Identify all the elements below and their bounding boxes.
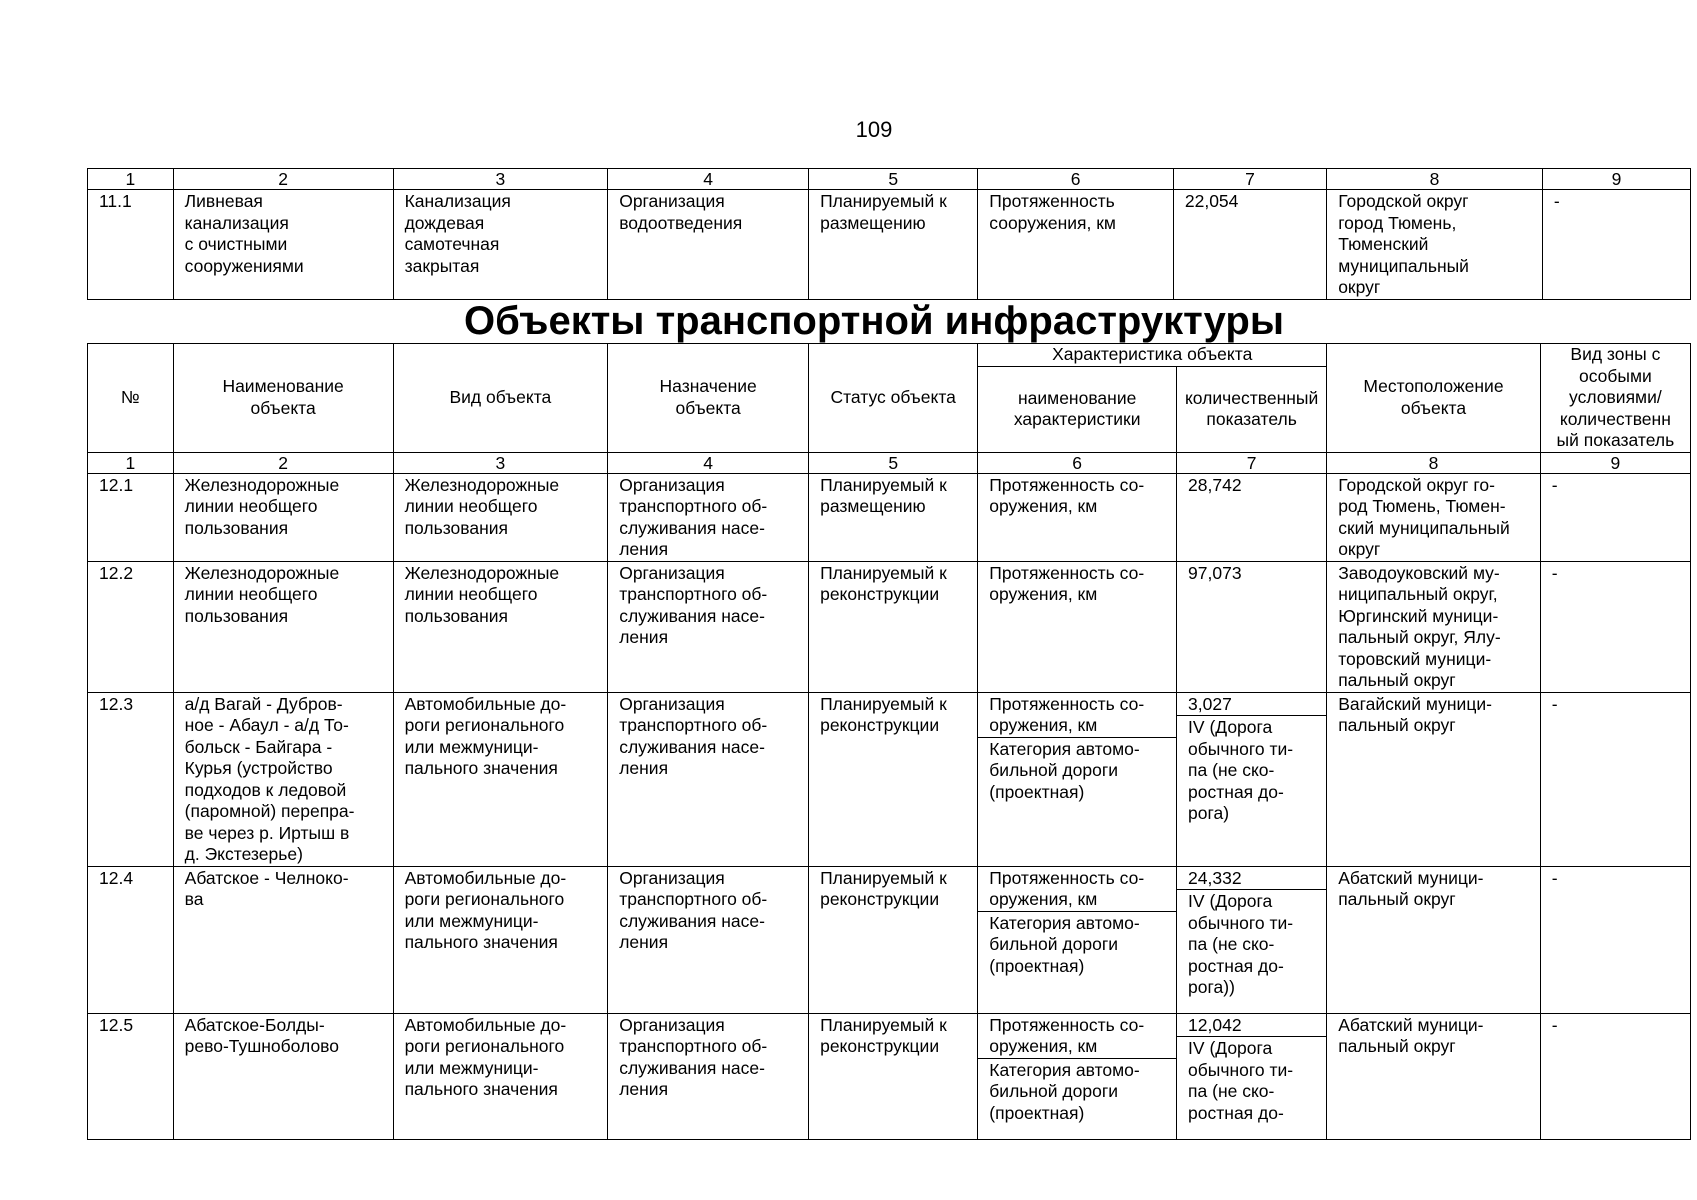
col-number: 9: [1540, 452, 1690, 473]
characteristic-name: Протяженность со- оружения, км: [989, 867, 1145, 909]
cell-purpose: Организация водоотведения: [608, 190, 809, 300]
characteristic-value: IV (Дорога обычного ти- па (не ско- ростная до- рога)): [1177, 889, 1326, 999]
col-number: 1: [88, 452, 174, 473]
col-number: 2: [173, 452, 393, 473]
cell-status: Планируемый к размещению: [809, 473, 978, 561]
header-purpose: Назначение объекта: [608, 344, 809, 453]
cell-kind: Автомобильные до- роги регионального или межмуници- пального значения: [393, 1013, 608, 1139]
characteristic-name: Категория автомо- бильной дороги (проектная): [978, 737, 1176, 804]
cell-location: Абатский муници- пальный округ: [1327, 866, 1541, 1013]
table-row: [88, 561, 1691, 692]
cell-char-value: [1177, 561, 1327, 692]
col-number: 8: [1327, 452, 1541, 473]
table-body: [88, 473, 1691, 1139]
table-row: [88, 1013, 1691, 1139]
cell-char-name: [978, 561, 1177, 692]
col-number: 4: [608, 452, 809, 473]
cell-purpose: Организация транспортного об- служивания насе- ления: [608, 692, 809, 866]
table-row: [88, 692, 1691, 866]
cell-num: 12.1: [88, 473, 174, 561]
characteristic-value: IV (Дорога обычного ти- па (не ско- ростная до- рога): [1177, 715, 1326, 825]
table-row: [88, 190, 1691, 300]
cell-purpose: Организация транспортного об- служивания насе- ления: [608, 561, 809, 692]
cell-status: Планируемый к реконструкции: [809, 866, 978, 1013]
cell-purpose: Организация транспортного об- служивания насе- ления: [608, 1013, 809, 1139]
characteristic-name: Протяженность со- оружения, км: [989, 474, 1145, 516]
col-number: 8: [1327, 169, 1543, 190]
cell-zone: -: [1540, 473, 1690, 561]
characteristic-name: Протяженность со- оружения, км: [989, 693, 1145, 735]
cell-status: Планируемый к реконструкции: [809, 1013, 978, 1139]
table-row: [88, 473, 1691, 561]
transport-objects-table: [87, 343, 1691, 1140]
cell-location: Городской округ го- род Тюмень, Тюмен- ский муниципальный округ: [1327, 473, 1541, 561]
cell-location: Вагайский муници- пальный округ: [1327, 692, 1541, 866]
cell-num: 12.2: [88, 561, 174, 692]
characteristic-name: Категория автомо- бильной дороги (проектная): [978, 911, 1176, 978]
cell-location: Абатский муници- пальный округ: [1327, 1013, 1541, 1139]
water-objects-table: [87, 168, 1691, 300]
cell-zone: -: [1540, 1013, 1690, 1139]
cell-location: Городской округ город Тюмень, Тюменский муниципальный округ: [1327, 190, 1543, 300]
cell-char-name: Протяженность сооружения, км: [978, 190, 1174, 300]
characteristic-value: 28,742: [1188, 474, 1242, 495]
col-number: 3: [393, 169, 608, 190]
cell-char-name: [978, 473, 1177, 561]
cell-zone: -: [1540, 866, 1690, 1013]
cell-name: Ливневая канализация с очистными сооружениями: [173, 190, 393, 300]
cell-name: Абатское-Болды- рево-Тушноболово: [173, 1013, 393, 1139]
cell-zone: -: [1540, 561, 1690, 692]
cell-char-value: [1177, 692, 1327, 866]
col-number: 1: [88, 169, 174, 190]
cell-kind: Железнодорожные линии необщего пользования: [393, 473, 608, 561]
header-char-name: наименование характеристики: [978, 366, 1177, 452]
cell-name: Абатское - Челноко- ва: [173, 866, 393, 1013]
cell-num: 11.1: [88, 190, 174, 300]
header-char-group: Характеристика объекта: [978, 344, 1327, 367]
cell-char-name: [978, 866, 1177, 1013]
cell-kind: Канализация дождевая самотечная закрытая: [393, 190, 608, 300]
col-number: 6: [978, 452, 1177, 473]
header-status: Статус объекта: [809, 344, 978, 453]
cell-num: 12.3: [88, 692, 174, 866]
header-char-value: количественный показатель: [1177, 366, 1327, 452]
col-number: 9: [1542, 169, 1690, 190]
characteristic-value: 97,073: [1188, 562, 1242, 583]
col-number: 5: [809, 452, 978, 473]
cell-location: Заводоуковский му- ниципальный округ, Юргинский муници- пальный округ, Ялу- торовский муници- пальный округ: [1327, 561, 1541, 692]
characteristic-value: 12,042: [1188, 1014, 1242, 1035]
cell-name: а/д Вагай - Дубров- ное - Абаул - а/д То- больск - Байгара - Курья (устройство подходов к ледовой (паромной) перепра- ве через р. Иртыш в д. Экстезерье): [173, 692, 393, 866]
col-number: 2: [173, 169, 393, 190]
col-number: 3: [393, 452, 608, 473]
cell-status: Планируемый к размещению: [809, 190, 978, 300]
page-number: 109: [855, 117, 893, 142]
characteristic-name: Протяженность со- оружения, км: [989, 562, 1145, 604]
cell-char-name: [978, 692, 1177, 866]
cell-name: Железнодорожные линии необщего пользования: [173, 561, 393, 692]
cell-char-value: 22,054: [1173, 190, 1326, 300]
cell-num: 12.5: [88, 1013, 174, 1139]
cell-kind: Автомобильные до- роги регионального или межмуници- пального значения: [393, 866, 608, 1013]
cell-zone: -: [1540, 692, 1690, 866]
characteristic-name: Протяженность со- оружения, км: [989, 1014, 1145, 1056]
column-number-row: [88, 452, 1691, 473]
cell-status: Планируемый к реконструкции: [809, 692, 978, 866]
column-number-row: [88, 169, 1691, 190]
characteristic-name: Категория автомо- бильной дороги (проектная): [978, 1058, 1176, 1125]
col-number: 7: [1177, 452, 1327, 473]
cell-kind: Автомобильные до- роги регионального или межмуници- пального значения: [393, 692, 608, 866]
cell-name: Железнодорожные линии необщего пользования: [173, 473, 393, 561]
section-title: Объекты транспортной инфраструктуры: [464, 299, 1284, 343]
header-name: Наименование объекта: [173, 344, 393, 453]
cell-kind: Железнодорожные линии необщего пользования: [393, 561, 608, 692]
cell-purpose: Организация транспортного об- служивания насе- ления: [608, 866, 809, 1013]
cell-char-value: [1177, 866, 1327, 1013]
cell-purpose: Организация транспортного об- служивания насе- ления: [608, 473, 809, 561]
header-kind: Вид объекта: [393, 344, 608, 453]
characteristic-value: 24,332: [1188, 867, 1242, 888]
table-row: [88, 866, 1691, 1013]
cell-char-value: [1177, 473, 1327, 561]
characteristic-value: IV (Дорога обычного ти- па (не ско- ростная до-: [1177, 1036, 1326, 1124]
col-number: 4: [608, 169, 809, 190]
header-zone: Вид зоны с особыми условиями/ количественн ый показатель: [1540, 344, 1690, 453]
col-number: 5: [809, 169, 978, 190]
cell-char-name: [978, 1013, 1177, 1139]
header-row: [88, 344, 1691, 367]
cell-status: Планируемый к реконструкции: [809, 561, 978, 692]
col-number: 6: [978, 169, 1174, 190]
cell-zone: -: [1542, 190, 1690, 300]
header-location: Местоположение объекта: [1327, 344, 1541, 453]
header-num: №: [88, 344, 174, 453]
cell-num: 12.4: [88, 866, 174, 1013]
col-number: 7: [1173, 169, 1326, 190]
characteristic-value: 3,027: [1188, 693, 1232, 714]
cell-char-value: [1177, 1013, 1327, 1139]
